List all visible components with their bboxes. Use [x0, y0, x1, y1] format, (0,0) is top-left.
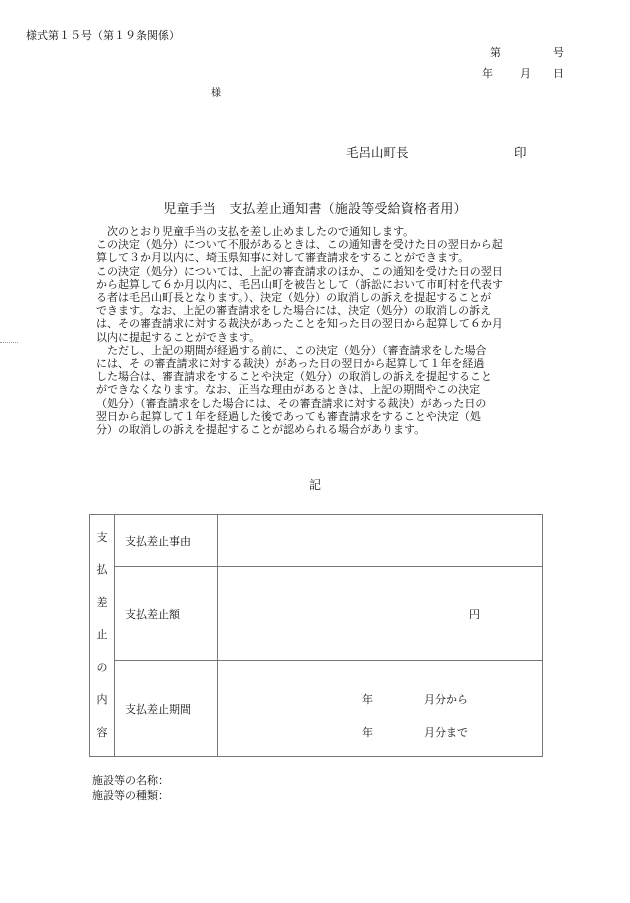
document-number-label: 第: [490, 46, 501, 59]
period-from-year: 年: [362, 693, 373, 706]
body-line: は、その審査請求に対する裁決があったことを知った日の翌日から起算して６か月: [96, 317, 503, 331]
body-line: から起算して６か月以内に、毛呂山町を被告として（訴訟において市町村を代表す: [96, 277, 503, 291]
vertical-header-char: 支: [96, 530, 108, 544]
vertical-header-char: 止: [96, 628, 108, 642]
vertical-header-char: 払: [96, 563, 108, 577]
notice-body: [96, 225, 556, 436]
body-line: 以内に提起することができます。: [96, 330, 261, 344]
row-amount-value: [218, 567, 543, 661]
period-from-month: 月分から: [424, 693, 468, 706]
vertical-header-char: 内: [96, 693, 108, 707]
row-amount-label: 支払差止額: [115, 567, 218, 661]
body-line: 翌日から起算して１年を経過した後であっても審査請求をすることや決定（処: [96, 409, 481, 423]
body-line: した場合は、審査請求をすることや決定（処分）の取消しの訴えを提起すること: [96, 370, 492, 384]
body-line: には、そ の審査請求に対する裁決）があった日の翌日から起算して１年を経過: [96, 357, 485, 371]
row-period-value: [218, 661, 543, 757]
vertical-header-char: 差: [96, 595, 108, 609]
addressee-suffix: 様: [211, 88, 221, 99]
date-year: 年: [482, 67, 493, 80]
row-period-label: 支払差止期間: [115, 661, 218, 757]
body-line: この決定（処分）について不服があるときは、この通知書を受けた日の翌日から起: [96, 238, 503, 252]
body-line: この決定（処分）については、上記の審査請求のほか、この通知を受けた日の翌日: [96, 264, 503, 278]
body-line: 次のとおり児童手当の支払を差し止めましたので通知します。: [96, 225, 415, 238]
body-line: 算して３か月以内に、埼玉県知事に対して審査請求をすることができます。: [96, 251, 470, 265]
body-line: できます。なお、上記の審査請求をした場合には、決定（処分）の取消しの訴え: [96, 304, 492, 318]
period-to-year: 年: [362, 726, 373, 739]
suspension-detail-table: [89, 514, 543, 757]
date-month: 月: [520, 67, 531, 80]
amount-unit: 円: [469, 607, 480, 621]
document-number-suffix: 号: [553, 46, 564, 59]
row-reason-label: 支払差止事由: [115, 515, 218, 567]
facility-type-label: 施設等の種類：: [92, 789, 169, 802]
issuer-name: 毛呂山町長: [346, 145, 409, 160]
margin-divider: [0, 342, 18, 343]
document-title: 児童手当 支払差止通知書（施設等受給資格者用）: [163, 202, 467, 217]
ki-heading: 記: [308, 478, 321, 492]
facility-name-label: 施設等の名称：: [92, 774, 169, 787]
body-line: 分）の取消しの訴えを提起することが認められる場合があります。: [96, 423, 426, 437]
vertical-header-char: の: [96, 660, 108, 674]
seal-mark: 印: [514, 145, 527, 160]
form-id: 様式第１５号（第１９条関係）: [26, 29, 180, 42]
body-line: （処分）（審査請求をした場合には、その審査請求に対する裁決）があった日の: [96, 396, 487, 410]
body-line: ただし、上記の期間が経過する前に、この決定（処分）（審査請求をした場合: [96, 343, 487, 357]
vertical-header: [90, 515, 115, 757]
body-line: る者は毛呂山町長となります。）、決定（処分）の取消しの訴えを提起することが: [96, 291, 492, 305]
period-to-month: 月分まで: [424, 726, 468, 739]
row-reason-value: [218, 515, 543, 567]
body-line: ができなくなります。なお、正当な理由があるときは、上記の期間やこの決定: [96, 383, 481, 397]
date-day: 日: [553, 67, 564, 80]
vertical-header-char: 容: [96, 725, 108, 739]
